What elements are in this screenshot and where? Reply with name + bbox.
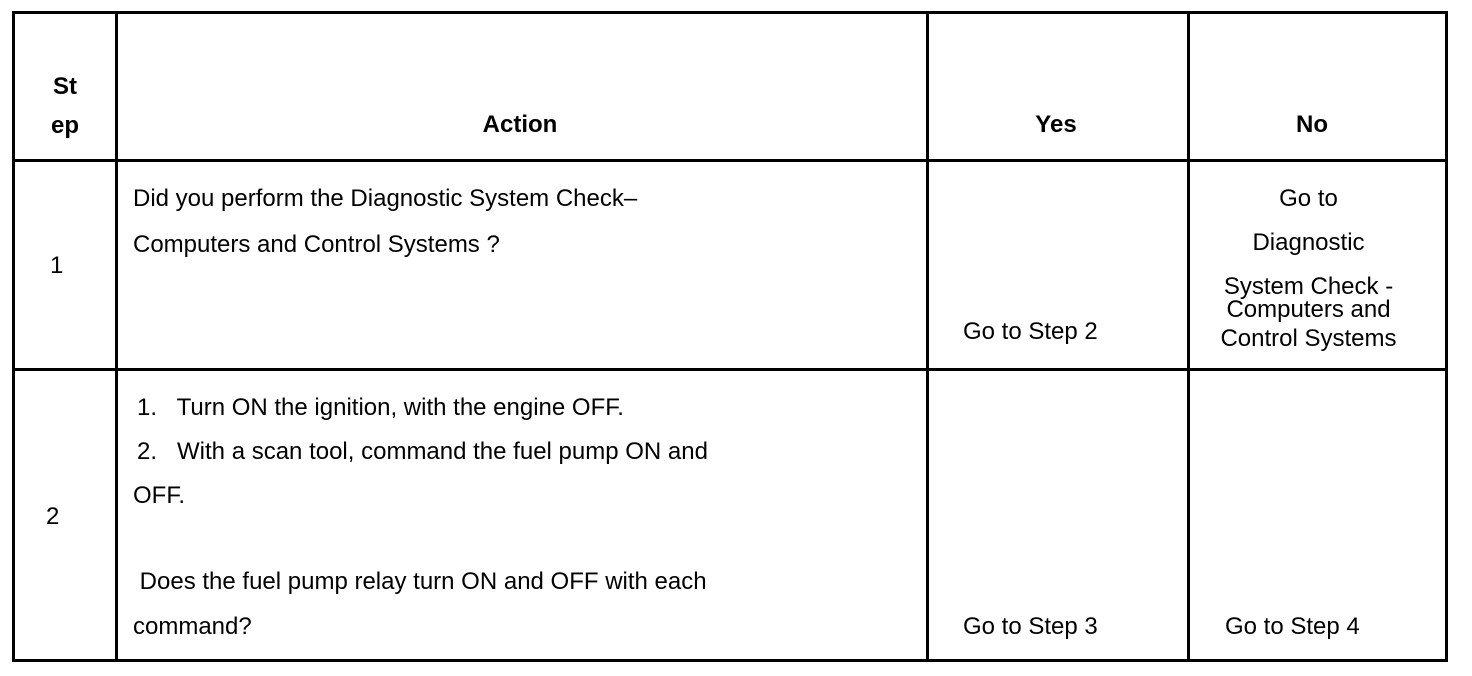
step-number: 1 bbox=[50, 252, 64, 279]
action-text-line: Does the fuel pump relay turn ON and OFF with each bbox=[133, 568, 707, 595]
header-no: No bbox=[1296, 111, 1328, 138]
no-result: Go to Step 4 bbox=[1225, 613, 1360, 640]
header-action: Action bbox=[482, 111, 558, 138]
header-step-line1: St bbox=[53, 73, 77, 100]
row-divider bbox=[15, 159, 1445, 162]
row-divider bbox=[15, 368, 1445, 371]
no-result-line: Computers and bbox=[1226, 296, 1391, 323]
no-result-line: Diagnostic bbox=[1252, 229, 1365, 256]
action-text-line: Did you perform the Diagnostic System Check– bbox=[133, 185, 638, 212]
header-step-line2: ep bbox=[50, 112, 79, 139]
action-text-line: OFF. bbox=[133, 482, 185, 509]
no-result-line: System Check - bbox=[1223, 273, 1394, 300]
header-yes: Yes bbox=[1035, 111, 1077, 138]
yes-result: Go to Step 3 bbox=[963, 613, 1098, 640]
action-text-line: 2. With a scan tool, command the fuel pump ON and bbox=[137, 438, 708, 465]
action-text-line: command? bbox=[133, 613, 252, 640]
step-number: 2 bbox=[46, 503, 60, 530]
action-text-line: Computers and Control Systems ? bbox=[133, 231, 500, 258]
no-result-line: Go to bbox=[1279, 185, 1338, 212]
yes-result: Go to Step 2 bbox=[963, 318, 1098, 345]
action-text-line: 1. Turn ON the ignition, with the engine OFF. bbox=[137, 394, 624, 421]
no-result-line: Control Systems bbox=[1220, 325, 1397, 352]
